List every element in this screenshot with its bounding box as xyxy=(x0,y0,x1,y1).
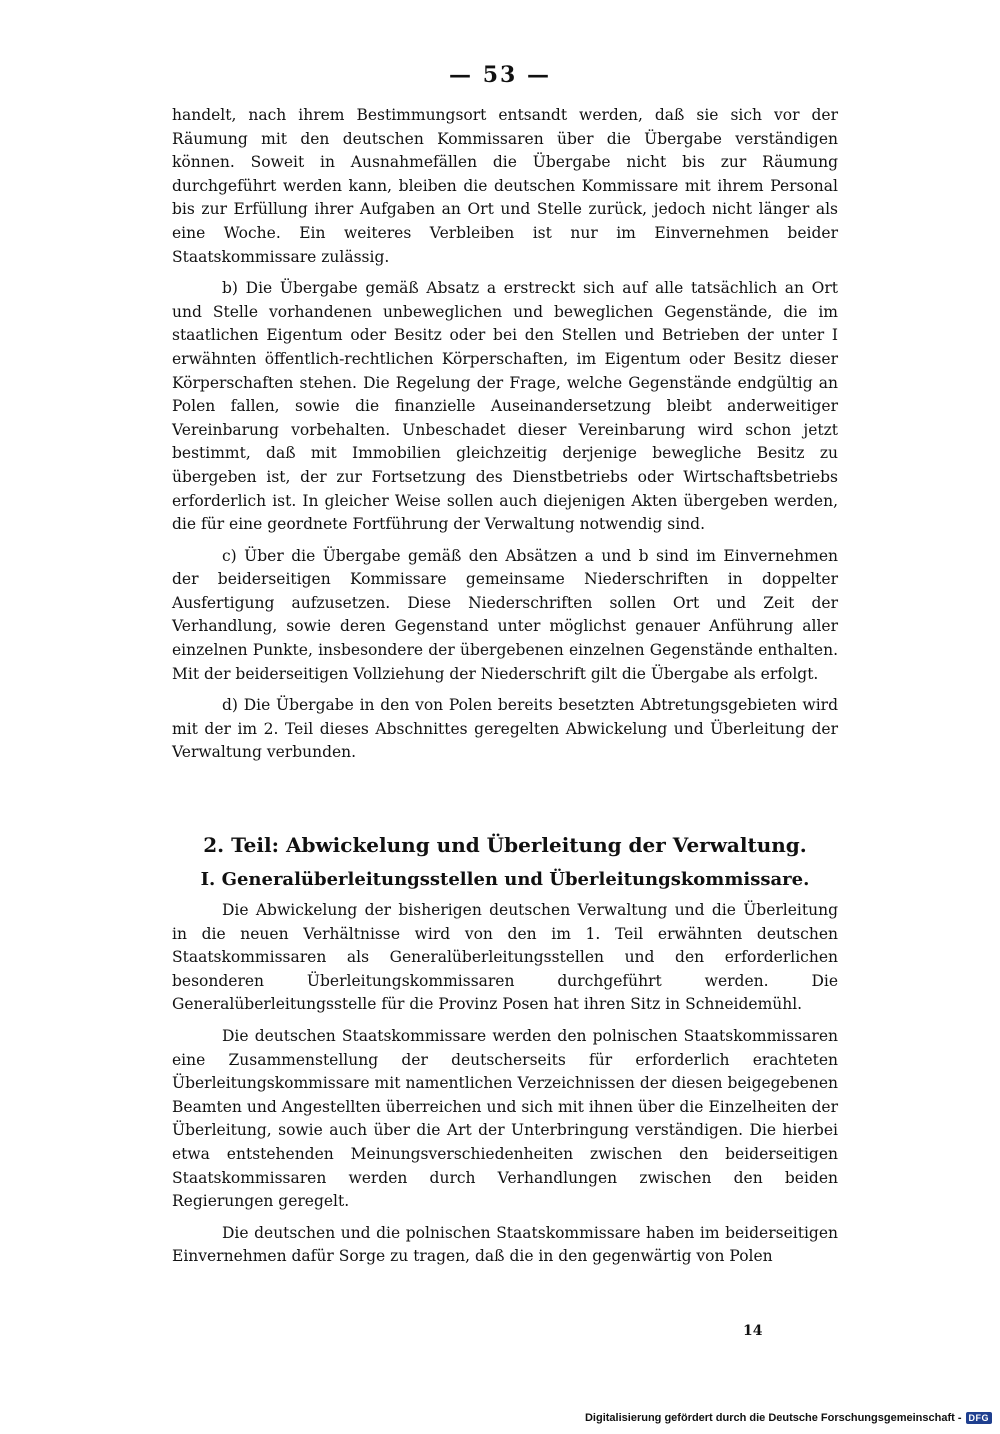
paragraph-b: b) Die Übergabe gemäß Absatz a erstreckt sich auf alle tatsächlich an Ort und Stelle vorhandenen unbeweglichen und beweglichen Gegenstände, die im staatlichen Eigentum oder Besitz oder bei den Stellen und Betrieben der unter I erwähnten öffentlich-rechtlichen Körperschaften, im Eigentum oder Besitz dieser Körperschaften stehen. Die Regelung der Frage, welche Gegenstände endgültig an Polen fallen, sowie die finanzielle Auseinandersetzung bleibt anderweitiger Vereinbarung vorbehalten. Unbeschadet dieser Vereinbarung wird schon jetzt bestimmt, daß mit Immobilien gleichzeitig derjenige bewegliche Besitz zu übergeben ist, der zur Fortsetzung des Dienstbetriebs oder Wirtschaftsbetriebs erforderlich ist. In gleicher Weise sollen auch diejenigen Akten übergeben werden, die für eine geordnete Fortführung der Verwaltung notwendig sind. xyxy=(172,279,838,534)
page-number: — 53 — xyxy=(449,62,551,88)
paragraph-c: c) Über die Übergabe gemäß den Absätzen a und b sind im Einvernehmen der beiderseitigen Kommissare gemeinsame Niederschriften in doppelter Ausfertigung aufzusetzen. Diese Niederschriften sollen Ort und Zeit der Verhandlung, sowie deren Gegenstand unter möglichst genauer Anführung aller einzelnen Punkte, insbesondere der übergebenen einzelnen Gegenstände enthalten. Mit der beiderseitigen Vollziehung der Niederschrift gilt die Übergabe als erfolgt. xyxy=(172,546,838,683)
subsection-heading: I. Generalüberleitungsstellen und Überleitungskommissare. xyxy=(200,869,810,891)
paragraph-d: d) Die Übergabe in den von Polen bereits besetzten Abtretungsgebieten wird mit der im 2. Teil dieses Abschnittes geregelten Abwickelung und Überleitung der Verwaltung verbunden. xyxy=(172,696,838,762)
document-body xyxy=(172,104,838,1277)
paragraph-3: Die deutschen und die polnischen Staatskommissare haben im beiderseitigen Einvernehmen dafür Sorge zu tragen, daß die in den gegenwärtig von Polen xyxy=(172,1223,838,1266)
footer-text: Digitalisierung gefördert durch die Deutsche Forschungsgemeinschaft - xyxy=(584,1412,962,1424)
dfg-logo-icon: DFG xyxy=(966,1412,993,1424)
paragraph-2: Die deutschen Staatskommissare werden den polnischen Staatskommissaren eine Zusammenstellung der deutscherseits für erforderlich erachteten Überleitungskommissare mit namentlichen Verzeichnissen der diesen beigegebenen Beamten und Angestellten überreichen und sich mit ihnen über die Einzelheiten der Überleitung, sowie auch über die Art der Unterbringung verständigen. Die hierbei etwa entstehenden Meinungsverschiedenheiten zwischen den beiderseitigen Staatskommissaren werden durch Verhandlungen zwischen den beiden Regierungen geregelt. xyxy=(172,1027,838,1211)
digitization-footer xyxy=(585,1412,992,1424)
paragraph-1: Die Abwickelung der bisherigen deutschen Verwaltung und die Überleitung in die neuen Verhältnisse wird von den im 1. Teil erwähnten deutschen Staatskommissaren als Generalüberleitungsstellen und den erforderlichen besonderen Überleitungskommissaren durchgeführt werden. Die Generalüberleitungsstelle für die Provinz Posen hat ihren Sitz in Schneidemühl. xyxy=(172,901,838,1014)
sheet-signature-mark: 14 xyxy=(743,1323,763,1339)
paragraph-continuation: handelt, nach ihrem Bestimmungsort entsandt werden, daß sie sich vor der Räumung mit den deutschen Kommissaren über die Übergabe verständigen können. Soweit in Ausnahmefällen die Übergabe nicht bis zur Räumung durchgeführt werden kann, bleiben die deutschen Kommissare mit ihrem Personal bis zur Erfüllung ihrer Aufgaben an Ort und Stelle zurück, jedoch nicht länger als eine Woche. Ein weiteres Verbleiben ist nur im Einvernehmen beider Staatskommissare zulässig. xyxy=(172,106,838,266)
section-heading: 2. Teil: Abwickelung und Überleitung der Verwaltung. xyxy=(203,833,807,858)
